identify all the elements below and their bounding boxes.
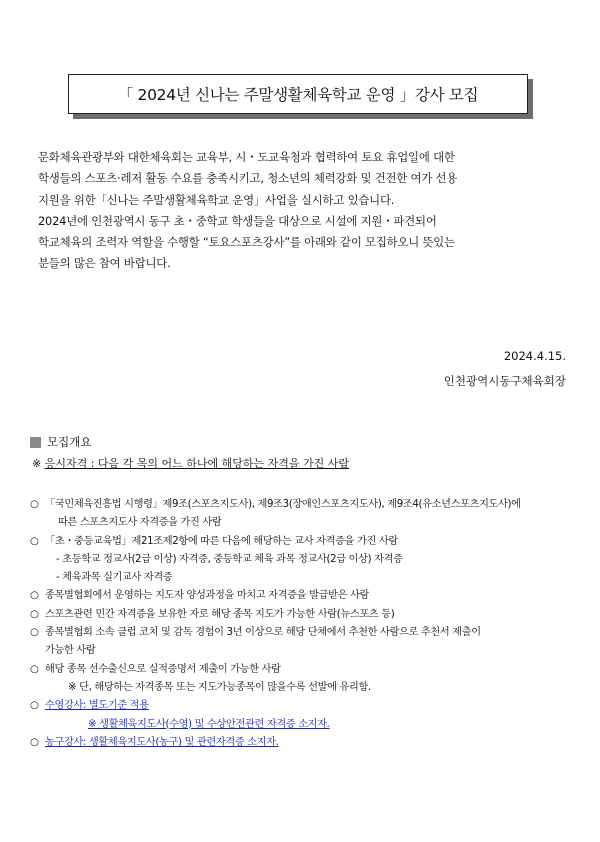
circle-bullet-icon: ○ bbox=[30, 590, 39, 602]
list-item-text: 스포츠관련 민간 자격증을 보유한 자로 해당 종목 지도가 가능한 사람(뉴스포츠 등) bbox=[45, 608, 395, 620]
list-item bbox=[30, 624, 578, 642]
list-item-text: 「국민체육진흥법 시행령」제9조(스포츠지도사), 제9조3(장애인스포츠지도사), 제9조4(유소년스포츠지도사)에 bbox=[45, 499, 521, 510]
list-item-text: 「초・중등교육법」제21조제2항에 따른 다음에 해당하는 교사 자격증을 가진 사람 bbox=[45, 535, 398, 547]
list-item-text: 종목별협회에서 운영하는 지도자 양성과정을 마치고 자격증을 발급받은 사람 bbox=[45, 590, 369, 602]
notice-date: 2024.4.15. bbox=[503, 349, 566, 363]
list-item bbox=[30, 661, 578, 679]
qualification-header bbox=[32, 455, 349, 471]
list-item bbox=[30, 734, 578, 752]
intro-line: 지원을 위한「신나는 주말생활체육학교 운영」사업을 실시하고 있습니다. bbox=[38, 192, 395, 207]
list-item bbox=[30, 587, 578, 605]
intro-line: 2024년에 인천광역시 동구 초・중학교 학생들을 대상으로 시설에 지원・파견되어 bbox=[38, 213, 437, 228]
section-title: 모집개요 bbox=[47, 435, 92, 449]
document-title: 「 2024년 신나는 주말생활체육학교 운영 」강사 모집 bbox=[117, 86, 479, 104]
circle-bullet-icon: ○ bbox=[30, 627, 39, 639]
qualification-header-text: 응시자격 : 다음 각 목의 어느 하나에 해당하는 자격을 가진 사람 bbox=[44, 457, 350, 470]
list-item-note bbox=[30, 716, 578, 734]
qualification-list bbox=[30, 496, 578, 752]
circle-bullet-icon: ○ bbox=[30, 608, 39, 620]
list-item-continuation: 따른 스포츠지도사 자격증을 가진 사람 bbox=[58, 517, 222, 529]
square-bullet-icon bbox=[30, 437, 41, 448]
list-item-text: 해당 종목 선수출신으로 실적증명서 제출이 가능한 사람 bbox=[45, 663, 281, 675]
section-header bbox=[30, 434, 91, 450]
circle-bullet-icon: ○ bbox=[30, 700, 39, 712]
intro-line: 분들의 많은 참여 바랍니다. bbox=[38, 256, 171, 271]
sub-item: - 체육과목 실기교사 자격증 bbox=[56, 572, 173, 584]
list-item-text: 종목별협회 소속 클럽 코치 및 감독 경험이 3년 이상으로 해당 단체에서 추천한 사람으로 추천서 제출이 bbox=[45, 627, 481, 639]
list-item bbox=[30, 533, 578, 551]
intro-line: 문화체육관광부와 대한체육회는 교육부, 시・도교육청과 협력하여 토요 휴업일에 대한 bbox=[38, 150, 455, 164]
list-item-note: ※ 단, 해당하는 자격종목 또는 지도가능종목이 많을수록 선발에 유리함. bbox=[68, 681, 371, 693]
intro-paragraph bbox=[38, 147, 568, 275]
intro-line: 학교체육의 조력자 역할을 수행할 “토요스포츠강사”를 아래와 같이 모집하오니 뜻있는 bbox=[38, 235, 455, 250]
sub-item: - 초등학교 정교사(2급 이상) 자격증, 중등학교 체육 과목 정교사(2급 이상) 자격증 bbox=[56, 553, 403, 565]
circle-bullet-icon: ○ bbox=[30, 535, 39, 547]
signature-block bbox=[444, 344, 566, 394]
list-item bbox=[30, 606, 578, 624]
circle-bullet-icon: ○ bbox=[30, 736, 39, 748]
list-item bbox=[30, 697, 578, 715]
list-item bbox=[30, 496, 578, 514]
list-item-text: 농구강사: 생활체육지도사(농구) 및 관련자격증 소지자. bbox=[45, 736, 279, 748]
title-box bbox=[68, 74, 528, 114]
note-mark: ※ bbox=[32, 457, 45, 470]
issuing-organization: 인천광역시동구체육회장 bbox=[443, 374, 566, 388]
list-item-note-text: ※ 생활체육지도사(수영) 및 수상안전관련 자격증 소지자. bbox=[88, 718, 330, 730]
intro-line: 학생들의 스포츠·레저 활동 수요를 충족시키고, 청소년의 체력강화 및 건전한 여가 선용 bbox=[38, 171, 458, 186]
list-item-text: 수영강사: 별도기준 적용 bbox=[45, 700, 149, 712]
list-item-continuation: 가능한 사람 bbox=[45, 645, 96, 657]
circle-bullet-icon: ○ bbox=[30, 663, 39, 675]
circle-bullet-icon: ○ bbox=[30, 499, 39, 510]
